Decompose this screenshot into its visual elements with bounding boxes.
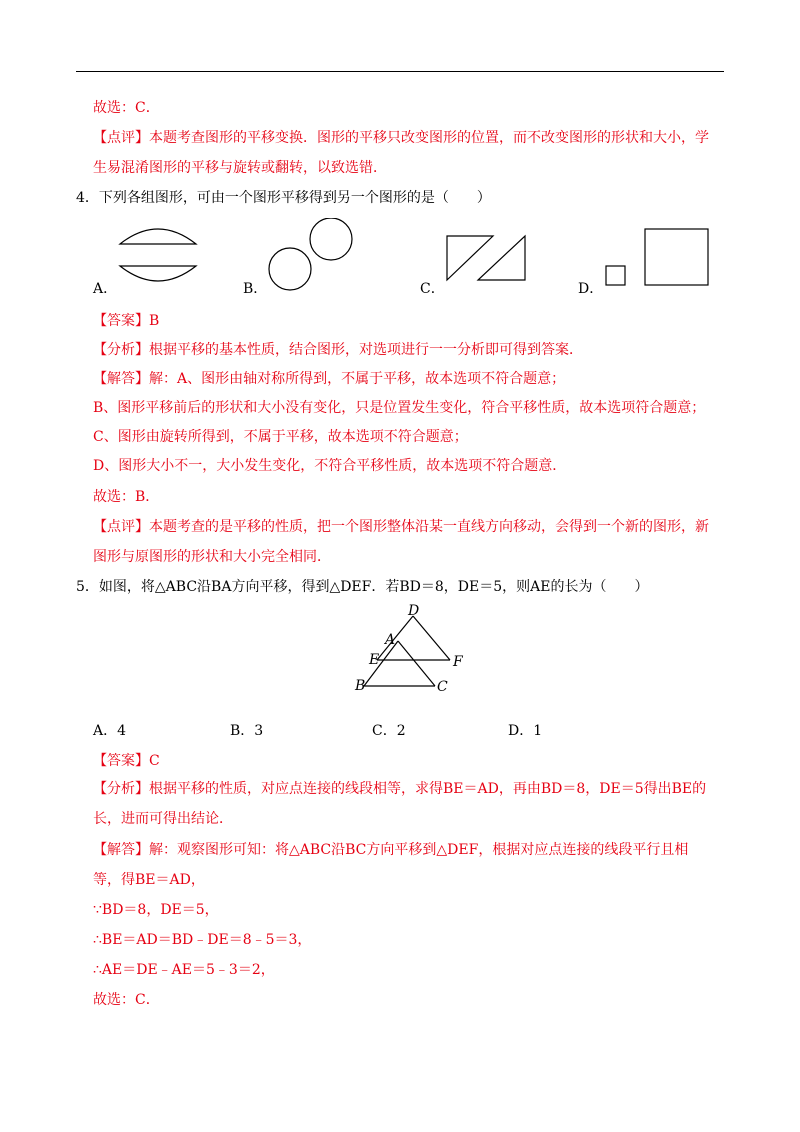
q4-option-a-label: A． (93, 281, 118, 297)
q4-comment-line1: 【点评】本题考查的是平移的性质，把一个图形整体沿某一直线方向移动，会得到一个新的图形，新 (93, 519, 709, 535)
q4-solution-line4: D、图形大小不一，大小发生变化，不符合平移性质，故本选项不符合题意． (93, 458, 567, 474)
option-d-small-square (606, 266, 625, 285)
prev-comment-line1: 【点评】本题考查图形的平移变换．图形的平移只改变图形的位置，而不改变图形的形状和大小，学 (93, 130, 709, 146)
q4-options-figure (110, 218, 710, 298)
prev-selection: 故选：C． (93, 100, 160, 116)
prev-comment-line2: 生易混淆图形的平移与旋转或翻转，以致选错． (93, 160, 387, 176)
q4-solution-line2: B、图形平移前后的形状和大小没有变化，只是位置发生变化，符合平移性质，故本选项符合题意； (93, 400, 706, 416)
segment-ac (398, 641, 435, 686)
q5-analysis-line1: 【分析】根据平移的性质，对应点连接的线段相等，求得BE＝AD，再由BD＝8，DE＝5得出BE的 (93, 781, 707, 797)
question-4: 4．下列各组图形，可由一个图形平移得到另一个图形的是（ ） (76, 190, 491, 206)
point-label-a: A (385, 632, 396, 648)
q5-solution-line2: 等，得BE＝AD， (93, 872, 205, 888)
q5-solution-line3: ∵BD＝8，DE＝5， (93, 902, 219, 918)
q4-solution-line3: C、图形由旋转所得到，不属于平移，故本选项不符合题意； (93, 429, 468, 445)
q4-selection: 故选：B． (93, 489, 160, 505)
question-5: 5．如图，将△ABC沿BA方向平移，得到△DEF．若BD＝8，DE＝5，则AE的长为（ ） (76, 579, 649, 595)
point-label-c: C (437, 679, 448, 695)
q4-analysis: 【分析】根据平移的基本性质，结合图形，对选项进行一一分析即可得到答案． (93, 342, 583, 358)
q5-selection: 故选：C． (93, 992, 160, 1008)
segment-df (413, 616, 450, 660)
point-label-b: B (355, 678, 366, 694)
q5-solution-line4: ∴BE＝AD＝BD﹣DE＝8﹣5＝3， (93, 932, 312, 948)
point-label-d: D (408, 603, 420, 619)
q4-comment-line2: 图形与原图形的形状和大小完全相同． (93, 549, 331, 565)
option-a-upper-segment (120, 229, 196, 244)
option-b-circle-1 (269, 248, 311, 290)
q4-option-c-label: C． (420, 281, 445, 297)
q4-option-d-label: D． (578, 281, 604, 297)
point-label-e: E (369, 652, 380, 668)
q4-solution-line1: 【解答】解：A、图形由轴对称所得到，不属于平移，故本选项不符合题意； (93, 371, 566, 387)
q5-solution-line1: 【解答】解：观察图形可知：将△ABC沿BC方向平移到△DEF，根据对应点连接的线段平行且相 (93, 842, 689, 858)
option-a-lower-segment (120, 266, 196, 281)
q5-answer: 【答案】C (93, 753, 160, 769)
q5-option-c: C．2 (372, 723, 406, 739)
header-rule (76, 71, 724, 72)
q5-option-d: D．1 (508, 723, 543, 739)
q4-answer: 【答案】B (93, 313, 160, 329)
q5-option-b: B．3 (230, 723, 264, 739)
option-c-triangle-1 (447, 236, 493, 280)
point-label-f: F (453, 654, 463, 670)
q5-analysis-line2: 长，进而可得出结论． (93, 811, 233, 827)
option-c-triangle-2 (478, 236, 525, 280)
q5-solution-line5: ∴AE＝DE﹣AE＝5﹣3＝2， (93, 962, 275, 978)
option-b-circle-2 (310, 218, 352, 260)
q5-option-a: A．4 (93, 723, 127, 739)
option-d-large-square (645, 229, 708, 285)
q4-option-b-label: B． (243, 281, 268, 297)
